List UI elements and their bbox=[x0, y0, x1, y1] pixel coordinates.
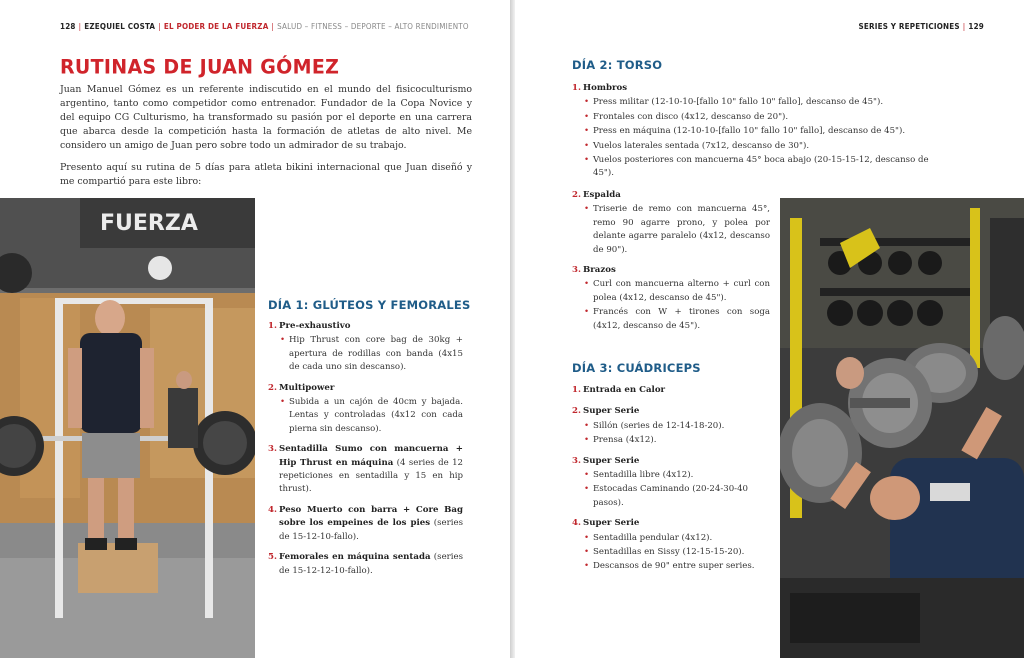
list-item: 3. Brazos • Curl con mancuerna alterno + curl con polea (4x12, descanso de 45"). • Francés con W + tirones con soga (4x12, descanso de 45"). bbox=[572, 264, 770, 333]
gym-photo-left bbox=[0, 198, 255, 658]
list-item: 4. Super Serie • Sentadilla pendular (4x12). • Sentadillas en Sissy (12-15-15-20). • Descansos de 90" entre super series. bbox=[572, 517, 772, 574]
day1-list bbox=[268, 320, 463, 585]
day3-list bbox=[572, 384, 772, 581]
list-item: 1. Pre-exhaustivo • Hip Thrust con core bag de 30kg + apertura de rodillas con banda (4x15 de cada uno sin descanso). bbox=[268, 320, 463, 375]
page-number: 129 bbox=[968, 22, 984, 31]
gym-sign-text: FUERZA bbox=[100, 211, 198, 236]
running-header-left: 128 | EZEQUIEL COSTA | EL PODER DE LA FUERZA | SALUD – FITNESS – DEPORTE – ALTO RENDIMIENTO bbox=[60, 22, 469, 31]
intro-text bbox=[60, 83, 472, 189]
gym-photo-right bbox=[780, 198, 1024, 658]
list-item: 5. Femorales en máquina sentada (series de 15-12-12-10-fallo). bbox=[268, 552, 464, 576]
list-item: 2. Super Serie • Sillón (series de 12-14-18-20). • Prensa (4x12). bbox=[572, 405, 772, 447]
running-header-right: SERIES Y REPETICIONES | 129 bbox=[858, 22, 984, 31]
list-item: 1. Entrada en Calor bbox=[572, 385, 666, 395]
day3-title: DÍA 3: CUÁDRICEPS bbox=[572, 361, 701, 375]
right-page bbox=[515, 0, 1024, 658]
running-title: SERIES Y REPETICIONES bbox=[858, 22, 960, 31]
list-item: 3. Super Serie • Sentadilla libre (4x12). • Estocadas Caminando (20-24-30-40 pasos). bbox=[572, 455, 772, 511]
page-number: 128 bbox=[60, 22, 76, 31]
day1-title: DÍA 1: GLÚTEOS Y FEMORALES bbox=[268, 298, 471, 312]
day2-title: DÍA 2: TORSO bbox=[572, 58, 663, 72]
left-page bbox=[0, 0, 510, 658]
day2-list-top bbox=[572, 82, 952, 188]
intro-paragraph-2: Presento aquí su rutina de 5 días para atleta bikini internacional que Juan diseñó y me compartió para este libro: bbox=[60, 162, 472, 187]
chapter-title: RUTINAS DE JUAN GÓMEZ bbox=[60, 55, 340, 79]
book-title: EL PODER DE LA FUERZA bbox=[163, 22, 269, 31]
author-name: EZEQUIEL COSTA bbox=[84, 22, 156, 31]
book-subtitle: SALUD – FITNESS – DEPORTE – ALTO RENDIMIENTO bbox=[277, 22, 469, 31]
intro-paragraph-1: Juan Manuel Gómez es un referente indiscutido en el mundo del fisicoculturismo argentino, tanto como competidor como entrenador. Fundador de la Copa Novice y del equipo CG Culturismo, ha transformado su pasión por el deporte en una carrera que abarca desde la competición hasta la formación de atletas de alto nivel. Me considero un amigo de Juan pero sobre todo un admirador de su trabajo. bbox=[60, 84, 472, 151]
list-item: 2. Espalda • Triserie de remo con mancuerna 45°, remo 90 agarre prono, y polea por delante agarre paralelo (4x12, descanso de 90"). bbox=[572, 189, 770, 257]
list-item: 1. Hombros • Press militar (12-10-10-[fallo 10" fallo 10" fallo], descanso de 45"). • Frontales con disco (4x12, descanso de 20"). • Press en máquina (12-10-10-[fallo 10" fallo 10" fallo], descanso de 45"). • Vuelos laterales sentada (7x12, descanso de 30"). • Vuelos posteriores con mancuerna 45° boca abajo (20-15-15-12, descanso de 45"). bbox=[572, 82, 952, 181]
day2-list-bottom bbox=[572, 189, 770, 340]
list-item: 2. Multipower • Subida a un cajón de 40cm y bajada. Lentas y controladas (4x12 con cada pierna sin descanso). bbox=[268, 382, 463, 437]
list-item: 3. Sentadilla Sumo con mancuerna + Hip Thrust en máquina (4 series de 12 repeticiones en sentadilla y 15 en hip thrust). bbox=[268, 444, 464, 495]
list-item: 4. Peso Muerto con barra + Core Bag sobre los empeines de los pies (series de 15-12-10-fallo). bbox=[268, 504, 464, 542]
